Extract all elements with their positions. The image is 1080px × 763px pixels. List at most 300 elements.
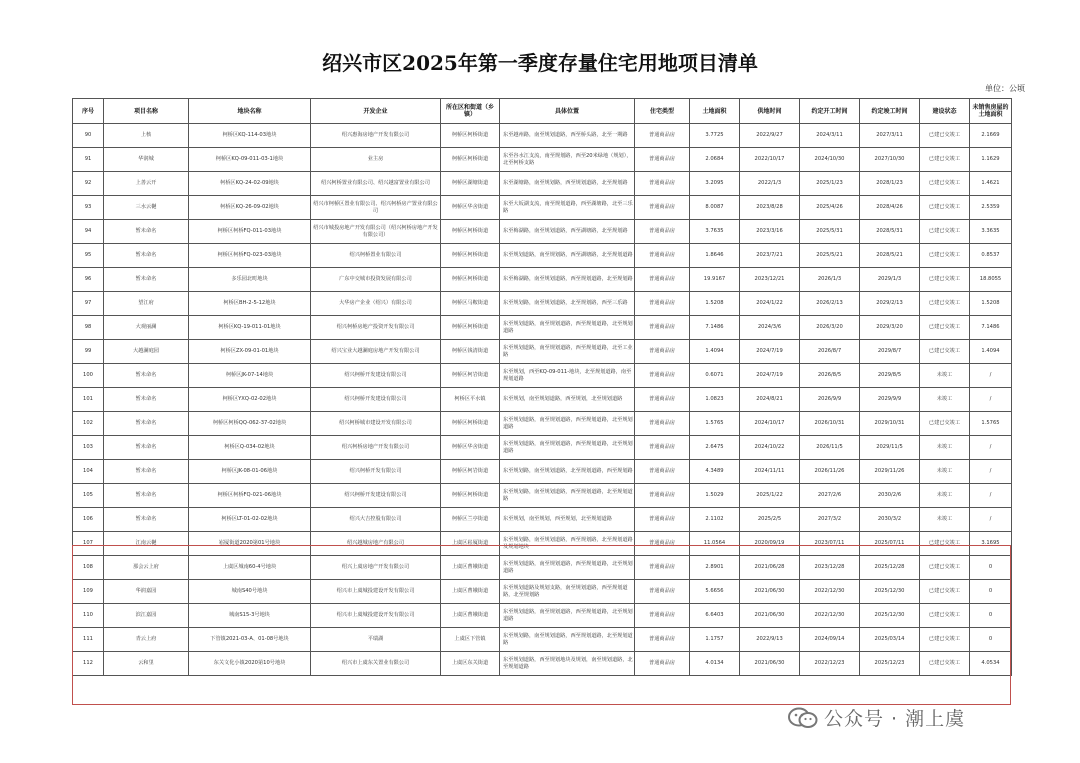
table-row bbox=[73, 172, 1012, 196]
table-cell: 上虞区曹娥街道 bbox=[441, 604, 500, 628]
table-cell: 暂未命名 bbox=[104, 508, 189, 532]
table-cell: 上虞区曹娥街道 bbox=[441, 556, 500, 580]
table-cell: 东至规划道路及规划支路，南至规划道路，西至规划道路，北至规划路 bbox=[500, 580, 635, 604]
table-cell: 绍兴市城投房地产开发有限公司（绍兴柯桥房地产开发有限公司） bbox=[311, 220, 441, 244]
table-cell: 未竣工 bbox=[920, 484, 970, 508]
table-cell: 2025/03/14 bbox=[860, 628, 920, 652]
table-cell: 94 bbox=[73, 220, 104, 244]
table-cell: 大观丽澜 bbox=[104, 316, 189, 340]
table-cell: 112 bbox=[73, 652, 104, 676]
table-row bbox=[73, 412, 1012, 436]
table-cell: 普通商品房 bbox=[635, 508, 690, 532]
table-cell: 暂未命名 bbox=[104, 484, 189, 508]
table-cell: 2021/06/30 bbox=[740, 652, 800, 676]
table-cell: 3.7635 bbox=[690, 220, 740, 244]
table-cell: 2029/8/5 bbox=[860, 364, 920, 388]
table-cell: 城南S40号地块 bbox=[189, 580, 311, 604]
table-cell: 柯桥区KQ-09-011-03-1地块 bbox=[189, 148, 311, 172]
table-cell: 0 bbox=[970, 556, 1012, 580]
table-cell: 2028/5/21 bbox=[860, 244, 920, 268]
table-cell: 东至梅湖路，南至规划道路，西至规划道路，北至规划路 bbox=[500, 268, 635, 292]
table-cell: 普通商品房 bbox=[635, 196, 690, 220]
table-row bbox=[73, 124, 1012, 148]
table-cell: 东至规划道路，西至规划地块及规划，南至规划道路，北至规划道路 bbox=[500, 652, 635, 676]
table-cell: 绍兴柯桥开发有限公司 bbox=[311, 460, 441, 484]
table-cell: 普通商品房 bbox=[635, 460, 690, 484]
table-cell: 望江府 bbox=[104, 292, 189, 316]
table-cell: 普通商品房 bbox=[635, 532, 690, 556]
table-cell: 三水云樾 bbox=[104, 196, 189, 220]
table-row bbox=[73, 292, 1012, 316]
table-cell: 2020/09/19 bbox=[740, 532, 800, 556]
table-cell: 5.6656 bbox=[690, 580, 740, 604]
table-cell: 2023/12/21 bbox=[740, 268, 800, 292]
table-cell: 柯桥区柯桥街道 bbox=[441, 220, 500, 244]
table-cell: 2029/2/13 bbox=[860, 292, 920, 316]
table-cell: 柯桥区柯桥FQ-011-03地块 bbox=[189, 220, 311, 244]
table-cell: 柯桥区华舍街道 bbox=[441, 436, 500, 460]
table-row bbox=[73, 580, 1012, 604]
table-cell: 东至规划道路，南至规划道路，西至规划道路，北至规划道路 bbox=[500, 436, 635, 460]
column-header: 具体位置 bbox=[500, 99, 635, 124]
table-cell: 多乐园北町地块 bbox=[189, 268, 311, 292]
table-cell: 0 bbox=[970, 580, 1012, 604]
table-cell: 下管镇2021-03-A、01-08号地块 bbox=[189, 628, 311, 652]
table-cell: 东至规划，南至规划，西至规划，北至规划道路 bbox=[500, 508, 635, 532]
table-cell: 2022/9/13 bbox=[740, 628, 800, 652]
table-cell: 93 bbox=[73, 196, 104, 220]
table-cell: 2025/12/30 bbox=[860, 604, 920, 628]
table-cell: 2022/1/3 bbox=[740, 172, 800, 196]
table-cell: 2029/9/9 bbox=[860, 388, 920, 412]
table-cell: 已建已交竣工 bbox=[920, 148, 970, 172]
table-cell: 柯桥区KQ-24-02-09地块 bbox=[189, 172, 311, 196]
table-cell: 上核 bbox=[104, 124, 189, 148]
table-cell: 100 bbox=[73, 364, 104, 388]
table-cell: 东至规划路，南至规划道路，北至规划路，西至三乐路 bbox=[500, 292, 635, 316]
table-cell: 上善云开 bbox=[104, 172, 189, 196]
table-cell: 普通商品房 bbox=[635, 364, 690, 388]
table-cell: 暂未命名 bbox=[104, 388, 189, 412]
table-cell: 已建已交竣工 bbox=[920, 196, 970, 220]
land-table bbox=[72, 98, 1012, 676]
table-cell: 2025/12/28 bbox=[860, 556, 920, 580]
table-cell: 普通商品房 bbox=[635, 124, 690, 148]
table-cell: 柯桥区马鞍街道 bbox=[441, 292, 500, 316]
table-cell: 已建已交竣工 bbox=[920, 316, 970, 340]
table-cell: 2026/2/13 bbox=[800, 292, 860, 316]
table-cell: 2028/1/23 bbox=[860, 172, 920, 196]
table-cell: 1.5208 bbox=[970, 292, 1012, 316]
table-cell: 2.0684 bbox=[690, 148, 740, 172]
table-cell: 已建已交竣工 bbox=[920, 124, 970, 148]
table-cell: 柯桥区JK-08-01-06地块 bbox=[189, 460, 311, 484]
table-cell: 2029/3/20 bbox=[860, 316, 920, 340]
table-cell: 2.5359 bbox=[970, 196, 1012, 220]
table-cell: 城南S15-3号地块 bbox=[189, 604, 311, 628]
table-cell: 上虞区东关街道 bbox=[441, 652, 500, 676]
table-cell: 柯桥区柯桥街道 bbox=[441, 268, 500, 292]
table-cell: 0 bbox=[970, 628, 1012, 652]
table-cell: 102 bbox=[73, 412, 104, 436]
table-cell: 普通商品房 bbox=[635, 556, 690, 580]
table-cell: 105 bbox=[73, 484, 104, 508]
table-cell: 柯桥区湖塘街道 bbox=[441, 172, 500, 196]
table-cell: 东至规划路，南至规划道路，西至规划道路，北至规划道路 bbox=[500, 628, 635, 652]
table-cell: 91 bbox=[73, 148, 104, 172]
table-row bbox=[73, 556, 1012, 580]
table-cell: 东至规划，西至KQ-09-011-地块，北至规划道路，南至规划道路 bbox=[500, 364, 635, 388]
table-cell: 1.4094 bbox=[690, 340, 740, 364]
table-cell: 柯桥区钱清街道 bbox=[441, 340, 500, 364]
table-cell: 109 bbox=[73, 580, 104, 604]
table-cell: 18.8055 bbox=[970, 268, 1012, 292]
table-cell: 2028/4/26 bbox=[860, 196, 920, 220]
document-title: 绍兴市区2025年第一季度存量住宅用地项目清单 bbox=[322, 51, 758, 75]
table-cell: 绍兴市上虞城投建设开发有限公司 bbox=[311, 580, 441, 604]
table-cell: 2024/8/21 bbox=[740, 388, 800, 412]
wechat-channel-icon bbox=[788, 707, 818, 729]
table-cell: 2029/1/3 bbox=[860, 268, 920, 292]
watermark bbox=[788, 704, 965, 731]
table-cell: 2025/1/22 bbox=[740, 484, 800, 508]
table-cell: 2.6475 bbox=[690, 436, 740, 460]
table-cell: 绍兴柯桥开发建设有限公司 bbox=[311, 484, 441, 508]
table-cell: 柯桥区柯桥QQ-062-37-02地块 bbox=[189, 412, 311, 436]
table-cell: 2023/8/28 bbox=[740, 196, 800, 220]
table-cell: 柯桥区柯桥街道 bbox=[441, 484, 500, 508]
table-cell: 2023/07/11 bbox=[800, 532, 860, 556]
table-cell: 2025/5/21 bbox=[800, 244, 860, 268]
table-row bbox=[73, 340, 1012, 364]
table-cell: 大越澜庭园 bbox=[104, 340, 189, 364]
column-header: 约定竣工时间 bbox=[860, 99, 920, 124]
table-cell: 柯桥区Q-034-02地块 bbox=[189, 436, 311, 460]
table-cell: 已建已交竣工 bbox=[920, 292, 970, 316]
table-cell: 2023/3/16 bbox=[740, 220, 800, 244]
table-cell: 1.4621 bbox=[970, 172, 1012, 196]
watermark-text: 公众号 · 潮上虞 bbox=[824, 708, 966, 730]
table-cell: 101 bbox=[73, 388, 104, 412]
table-cell: 绍兴大吉控股有限公司 bbox=[311, 508, 441, 532]
table-cell: 1.1757 bbox=[690, 628, 740, 652]
table-cell: 1.5765 bbox=[690, 412, 740, 436]
table-cell: 2024/7/19 bbox=[740, 340, 800, 364]
table-row bbox=[73, 436, 1012, 460]
table-cell: 2027/10/30 bbox=[860, 148, 920, 172]
table-cell: 99 bbox=[73, 340, 104, 364]
column-header: 建设状态 bbox=[920, 99, 970, 124]
table-cell: 普通商品房 bbox=[635, 412, 690, 436]
table-cell: 已建已交竣工 bbox=[920, 412, 970, 436]
table-row bbox=[73, 532, 1012, 556]
table-cell: 19.9167 bbox=[690, 268, 740, 292]
table-cell: / bbox=[970, 436, 1012, 460]
table-row bbox=[73, 652, 1012, 676]
table-cell: 江南云樾 bbox=[104, 532, 189, 556]
table-cell: 青云上府 bbox=[104, 628, 189, 652]
table-cell: 柯桥区兰亭街道 bbox=[441, 508, 500, 532]
table-cell: 普通商品房 bbox=[635, 292, 690, 316]
table-cell: 暂未命名 bbox=[104, 364, 189, 388]
table-cell: 东至大坂湖支流，南至规划道路，西至湖塘路，北至三乐路 bbox=[500, 196, 635, 220]
table-cell: 7.1486 bbox=[970, 316, 1012, 340]
table-cell: 上虞区下管镇 bbox=[441, 628, 500, 652]
table-cell: 2025/4/26 bbox=[800, 196, 860, 220]
table-cell: 1.5208 bbox=[690, 292, 740, 316]
table-cell: 2030/2/6 bbox=[860, 484, 920, 508]
table-row bbox=[73, 388, 1012, 412]
table-cell: 普通商品房 bbox=[635, 604, 690, 628]
table-cell: 1.1629 bbox=[970, 148, 1012, 172]
table-cell: 绍兴柯桥开发建设有限公司 bbox=[311, 364, 441, 388]
column-header: 约定开工时间 bbox=[800, 99, 860, 124]
table-cell: 上虞区城南60-4号地块 bbox=[189, 556, 311, 580]
table-cell: 广东中交城市投资发展有限公司 bbox=[311, 268, 441, 292]
table-cell: 柯桥区JK-07-14地块 bbox=[189, 364, 311, 388]
table-cell: 东至规划路，南至规划道路，西至规划道路，北至规划道路 bbox=[500, 484, 635, 508]
table-cell: 2024/10/30 bbox=[800, 148, 860, 172]
table-cell: 2026/11/26 bbox=[800, 460, 860, 484]
table-cell: 92 bbox=[73, 172, 104, 196]
table-cell: 已建已交竣工 bbox=[920, 604, 970, 628]
table-header-row bbox=[73, 99, 1012, 124]
table-cell: 大华房产企业（绍兴）有限公司 bbox=[311, 292, 441, 316]
table-cell: 普通商品房 bbox=[635, 316, 690, 340]
table-cell: 暂未命名 bbox=[104, 412, 189, 436]
table-cell: 柯桥区柯岩街道 bbox=[441, 460, 500, 484]
column-header: 住宅类型 bbox=[635, 99, 690, 124]
table-row bbox=[73, 604, 1012, 628]
table-cell: 已建已交竣工 bbox=[920, 172, 970, 196]
table-row bbox=[73, 364, 1012, 388]
table-cell: 3.3635 bbox=[970, 220, 1012, 244]
column-header: 土地面积 bbox=[690, 99, 740, 124]
table-row bbox=[73, 220, 1012, 244]
table-cell: 普通商品房 bbox=[635, 388, 690, 412]
table-cell: 97 bbox=[73, 292, 104, 316]
table-row bbox=[73, 196, 1012, 220]
table-cell: 柯桥区ZX-09-01-01地块 bbox=[189, 340, 311, 364]
table-cell: 普通商品房 bbox=[635, 652, 690, 676]
table-cell: 2023/7/21 bbox=[740, 244, 800, 268]
table-cell: 2024/10/17 bbox=[740, 412, 800, 436]
table-cell: 2026/8/7 bbox=[800, 340, 860, 364]
table-cell: 2022/12/23 bbox=[800, 652, 860, 676]
table-cell: 2.1102 bbox=[690, 508, 740, 532]
table-cell: 绍兴惠海房地产开发有限公司 bbox=[311, 124, 441, 148]
table-cell: 2024/09/14 bbox=[800, 628, 860, 652]
table-cell: 东至规划道路，南至规划道路，西至规划道路，北至规划道路 bbox=[500, 316, 635, 340]
table-cell: 2025/12/23 bbox=[860, 652, 920, 676]
table-cell: 柯桥区柯桥街道 bbox=[441, 316, 500, 340]
table-cell: 未竣工 bbox=[920, 460, 970, 484]
table-cell: 东至规划，南至规划道路，西至规划，北至规划道路 bbox=[500, 388, 635, 412]
table-cell: 2021/06/30 bbox=[740, 580, 800, 604]
table-cell: 4.3489 bbox=[690, 460, 740, 484]
table-cell: 4.0134 bbox=[690, 652, 740, 676]
table-cell: 7.1486 bbox=[690, 316, 740, 340]
table-cell: 已建已交竣工 bbox=[920, 340, 970, 364]
table-cell: 柯桥区柯桥街道 bbox=[441, 244, 500, 268]
table-cell: 2022/10/17 bbox=[740, 148, 800, 172]
table-cell: 东至规划路，南至规划道路，北至规划道路，西至规划路 bbox=[500, 460, 635, 484]
table-cell: 已建已交竣工 bbox=[920, 556, 970, 580]
table-cell: 柯桥区KQ-26-09-02地块 bbox=[189, 196, 311, 220]
table-cell: 平瑞湖 bbox=[311, 628, 441, 652]
table-cell: 2026/11/5 bbox=[800, 436, 860, 460]
table-cell: 2.1669 bbox=[970, 124, 1012, 148]
table-cell: 东至规划道路，南至规划道路，西至规划道路，北至工业路 bbox=[500, 340, 635, 364]
table-cell: 云和里 bbox=[104, 652, 189, 676]
table-cell: 普通商品房 bbox=[635, 484, 690, 508]
table-cell: 绍兴柯桥城市建设开发有限公司 bbox=[311, 412, 441, 436]
table-cell: 6.6403 bbox=[690, 604, 740, 628]
table-cell: 107 bbox=[73, 532, 104, 556]
table-cell: 95 bbox=[73, 244, 104, 268]
table-cell: 普通商品房 bbox=[635, 268, 690, 292]
table-cell: 暂未命名 bbox=[104, 244, 189, 268]
table-cell: 2027/3/11 bbox=[860, 124, 920, 148]
table-cell: 2025/12/30 bbox=[860, 580, 920, 604]
table-cell: 柯桥区柯桥街道 bbox=[441, 412, 500, 436]
table-cell: 2029/10/31 bbox=[860, 412, 920, 436]
table-cell: 已建已交竣工 bbox=[920, 580, 970, 604]
table-cell: 绍兴柯桥开发建设有限公司 bbox=[311, 388, 441, 412]
table-cell: 东至湖塘路，南至规划路，西至规划道路，北至规划路 bbox=[500, 172, 635, 196]
table-cell: 2028/5/31 bbox=[860, 220, 920, 244]
table-cell: 103 bbox=[73, 436, 104, 460]
table-cell: 普通商品房 bbox=[635, 220, 690, 244]
table-cell: 1.5029 bbox=[690, 484, 740, 508]
table-cell: 已建已交竣工 bbox=[920, 532, 970, 556]
table-cell: 3.1695 bbox=[970, 532, 1012, 556]
table-cell: 东关文化小镇2020第10号地块 bbox=[189, 652, 311, 676]
table-cell: 已建已交竣工 bbox=[920, 244, 970, 268]
table-cell: 上虞区曹娥街道 bbox=[441, 580, 500, 604]
table-cell: 110 bbox=[73, 604, 104, 628]
table-cell: 2025/2/5 bbox=[740, 508, 800, 532]
table-cell: 2021/06/28 bbox=[740, 556, 800, 580]
table-cell: 2024/7/19 bbox=[740, 364, 800, 388]
table-cell: 2025/07/11 bbox=[860, 532, 920, 556]
table-cell: 绍兴市上虞东关置业有限公司 bbox=[311, 652, 441, 676]
table-cell: 2027/3/2 bbox=[800, 508, 860, 532]
table-cell: 108 bbox=[73, 556, 104, 580]
table-cell: 普通商品房 bbox=[635, 436, 690, 460]
table-cell: 绍兴柯桥置业有限公司 bbox=[311, 244, 441, 268]
table-cell: 绍兴市柯桥区置业有限公司、绍兴柯桥房产置业有限公司 bbox=[311, 196, 441, 220]
table-cell: 未竣工 bbox=[920, 508, 970, 532]
table-cell: 已建已交竣工 bbox=[920, 268, 970, 292]
table-cell: 2022/12/30 bbox=[800, 580, 860, 604]
table-cell: 2029/11/5 bbox=[860, 436, 920, 460]
table-cell: 2024/11/11 bbox=[740, 460, 800, 484]
table-row bbox=[73, 268, 1012, 292]
table-cell: 2021/06/30 bbox=[740, 604, 800, 628]
table-cell: 绍兴越城房地产有限公司 bbox=[311, 532, 441, 556]
table-cell: 东至谷水江支流，南至规划路，西至20米绿地（规划），北至柯桥支路 bbox=[500, 148, 635, 172]
table-cell: 2027/2/6 bbox=[800, 484, 860, 508]
table-cell: / bbox=[970, 508, 1012, 532]
table-cell: 柯桥区LT-01-02-02地块 bbox=[189, 508, 311, 532]
table-cell: 东至规划道路，南至规划道路，西至规划道路，北至规划道路 bbox=[500, 556, 635, 580]
table-cell: / bbox=[970, 364, 1012, 388]
table-cell: 2026/3/20 bbox=[800, 316, 860, 340]
column-header: 未销售房屋的土地面积 bbox=[970, 99, 1012, 124]
table-cell: 2030/3/2 bbox=[860, 508, 920, 532]
table-cell: 1.0823 bbox=[690, 388, 740, 412]
table-cell: 绍兴柯桥房地产投资开发有限公司 bbox=[311, 316, 441, 340]
table-cell: 柯桥区平水镇 bbox=[441, 388, 500, 412]
column-header: 项目名称 bbox=[104, 99, 189, 124]
table-row bbox=[73, 148, 1012, 172]
table-cell: 96 bbox=[73, 268, 104, 292]
table-cell: / bbox=[970, 388, 1012, 412]
column-header: 序号 bbox=[73, 99, 104, 124]
table-cell: 0 bbox=[970, 604, 1012, 628]
table-cell: 3.7725 bbox=[690, 124, 740, 148]
table-cell: 普通商品房 bbox=[635, 172, 690, 196]
table-cell: 东至规划道路，南至规划道路，西至规划道路，北至规划道路 bbox=[500, 604, 635, 628]
table-cell: 绍兴柯桥置业有限公司、绍兴越富置业有限公司 bbox=[311, 172, 441, 196]
table-cell: 东至梅湖路，南至规划道路，西至湖塘路，北至规划路 bbox=[500, 220, 635, 244]
table-cell: 东至规划路，南至规划道路，西至规划路，北至规划道路及规划地块 bbox=[500, 532, 635, 556]
table-cell: 3.2095 bbox=[690, 172, 740, 196]
table-cell: 柯桥区KQ-19-011-01地块 bbox=[189, 316, 311, 340]
table-cell: 柯桥区柯桥FQ-023-03地块 bbox=[189, 244, 311, 268]
table-cell: 普通商品房 bbox=[635, 244, 690, 268]
table-cell: 普通商品房 bbox=[635, 340, 690, 364]
table-row bbox=[73, 508, 1012, 532]
table-cell: 滨江嘉园 bbox=[104, 604, 189, 628]
table-cell: 绍兴宝业大越澜庭房地产开发有限公司 bbox=[311, 340, 441, 364]
table-row bbox=[73, 484, 1012, 508]
table-cell: 普通商品房 bbox=[635, 628, 690, 652]
table-cell: 4.0534 bbox=[970, 652, 1012, 676]
table-cell: 1.8646 bbox=[690, 244, 740, 268]
table-cell: 柯桥区YXQ-02-02地块 bbox=[189, 388, 311, 412]
table-row bbox=[73, 628, 1012, 652]
table-cell: 东至越州路，南至规划道路，西至桥头路，北至一期路 bbox=[500, 124, 635, 148]
column-header: 地块名称 bbox=[189, 99, 311, 124]
table-cell: 2022/9/27 bbox=[740, 124, 800, 148]
table-cell: 2022/12/30 bbox=[800, 604, 860, 628]
table-cell: 未竣工 bbox=[920, 364, 970, 388]
table-cell: 1.5765 bbox=[970, 412, 1012, 436]
table-cell: 2029/11/26 bbox=[860, 460, 920, 484]
table-cell: 柯桥区BH-2-5-12地块 bbox=[189, 292, 311, 316]
table-cell: 2026/8/5 bbox=[800, 364, 860, 388]
table-cell: 1.4094 bbox=[970, 340, 1012, 364]
table-cell: 2029/8/7 bbox=[860, 340, 920, 364]
table-cell: 2025/1/23 bbox=[800, 172, 860, 196]
table-cell: 98 bbox=[73, 316, 104, 340]
table-cell: 已建已交竣工 bbox=[920, 628, 970, 652]
table-cell: 柯桥区华舍街道 bbox=[441, 196, 500, 220]
table-cell: 东至规划道路，南至规划道路，西至规划道路，北至规划道路 bbox=[500, 412, 635, 436]
table-cell: / bbox=[970, 460, 1012, 484]
table-cell: 暂未命名 bbox=[104, 460, 189, 484]
table-cell: 未竣工 bbox=[920, 436, 970, 460]
table-cell: 106 bbox=[73, 508, 104, 532]
table-cell: 未竣工 bbox=[920, 388, 970, 412]
table-cell: 111 bbox=[73, 628, 104, 652]
table-cell: 暂未命名 bbox=[104, 220, 189, 244]
table-cell: 2025/5/31 bbox=[800, 220, 860, 244]
table-cell: 绍兴上虞房地产开发有限公司 bbox=[311, 556, 441, 580]
table-cell: 2024/3/6 bbox=[740, 316, 800, 340]
